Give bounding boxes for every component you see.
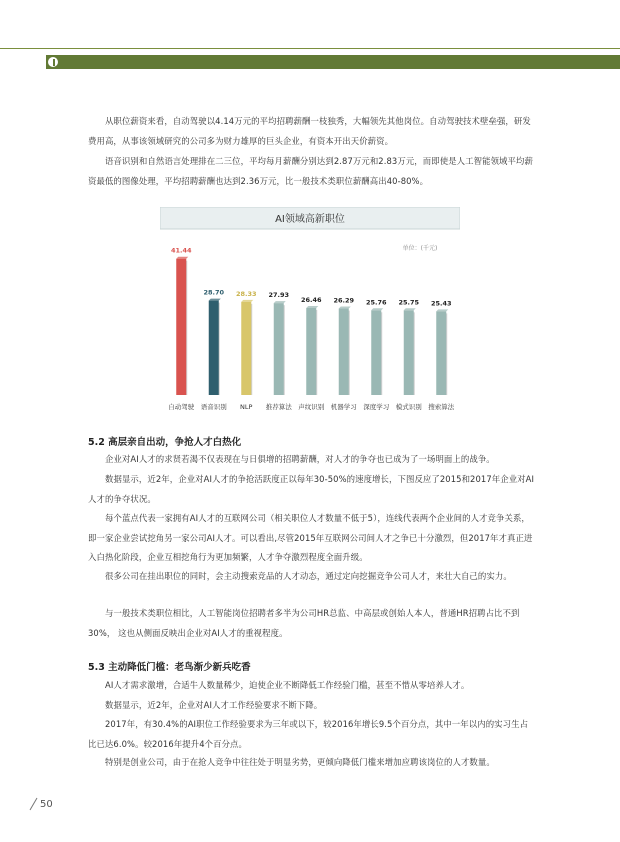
bar-value-label: 26.46 — [300, 295, 322, 304]
bar-value-label: 26.29 — [333, 296, 355, 305]
section-5-3-paragraph: 数据显示，近2年，企业对AI人才工作经验要求不断下降。 — [105, 700, 323, 710]
chart-canvas — [160, 207, 460, 417]
bar-value-label: 25.76 — [365, 298, 387, 307]
section-5-2-heading: 5.2 高层亲自出动，争抢人才白热化 — [88, 437, 242, 448]
bar-top — [339, 307, 351, 309]
paragraph-salary-1: 从职位薪资来看，自动驾驶以4.14万元的平均招聘薪酬一枝独秀，大幅领先其他岗位。自动驾驶技术壁垒强，研发费用高，从事该领域研究的公司多为财力雄厚的巨头企业，有资本开出天价薪资。 — [88, 116, 531, 146]
bar-top — [241, 300, 253, 302]
salary-bar-chart — [160, 207, 460, 417]
bar-value-label: 28.70 — [203, 288, 225, 297]
bar — [371, 310, 381, 395]
section-5-2-paragraph: 很多公司在挂出职位的同时，会主动搜索竞品的人才动态，通过定向挖掘竞争公司人才，来壮大自己的实力。 — [105, 571, 512, 581]
bar — [209, 301, 219, 395]
bar — [274, 303, 284, 395]
bar — [339, 309, 349, 395]
category-label: 搜索算法 — [428, 403, 455, 411]
paragraph-salary-2: 语音识别和自然语言处理排在二三位，平均每月薪酬分别达到2.87万元和2.83万元，而即使是人工智能领域平均薪资最低的图像处理，平均招聘薪酬也达到2.36万元，比一般技术类职位薪酬高出40-80%。 — [88, 156, 533, 186]
header-rule — [0, 48, 620, 49]
bar-value-label: 27.93 — [268, 291, 290, 300]
category-label: 深度学习 — [363, 403, 390, 411]
section-5-2-paragraph: 每个蓝点代表一家拥有AI人才的互联网公司（相关职位人才数量不低于5），连线代表两个企业间的人才竞争关系，即一家企业尝试挖角另一家公司AI人才。可以看出,尽管2015年互联网公司间人才之争已十分激烈，但2017年才真正进入白热化阶段，企业互相挖角行为更加频繁，人才争夺激烈程度全面升级。 — [88, 513, 533, 562]
category-label: NLP — [240, 403, 253, 411]
bar-top — [371, 308, 383, 310]
section-5-3-paragraph: 2017年，有30.4%的AI职位工作经验要求为三年或以下，较2016年增长9.5个百分点，其中一年以内的实习生占比已达6.0%。较2016年提升4个百分点。 — [88, 719, 529, 749]
bar-top — [436, 309, 448, 311]
bar-top — [209, 299, 221, 301]
section-5-3-paragraph: AI人才需求激增，合适牛人数量稀少，迫使企业不断降低工作经验门槛，甚至不惜从零培养人才。 — [105, 680, 470, 690]
section-5-2-paragraph: 企业对AI人才的求贤若渴不仅表现在与日俱增的招聘薪酬，对人才的争夺也已成为了一场明面上的战争。 — [105, 454, 495, 464]
section-5-3-heading: 5.3 主动降低门槛：老鸟渐少新兵吃香 — [88, 662, 251, 673]
bar-top — [176, 257, 188, 259]
info-icon — [46, 55, 60, 69]
page-number: 50 — [40, 799, 53, 810]
bar-value-label: 41.44 — [170, 246, 192, 255]
category-label: 声纹识别 — [298, 403, 325, 411]
bar-value-label: 25.43 — [430, 299, 452, 308]
bar — [241, 302, 251, 395]
bar — [306, 308, 316, 395]
category-label: 语音识别 — [200, 403, 227, 411]
chart-title: AI领域高新职位 — [275, 214, 345, 225]
section-5-2-paragraph: 与一般技术类职位相比，人工智能岗位招聘者多半为公司HR总监、中高层或创始人本人，普通HR招聘占比不到30%， 这也从侧面反映出企业对AI人才的重视程度。 — [88, 608, 520, 638]
category-label: 机器学习 — [330, 403, 357, 411]
bar-top — [306, 306, 318, 308]
bar-value-label: 28.33 — [235, 289, 257, 298]
section-5-3-paragraph: 特别是创业公司，由于在抢人竞争中往往处于明显劣势，更倾向降低门槛来增加应聘该岗位的人才数量。 — [105, 757, 495, 767]
category-label: 自动驾驶 — [168, 403, 195, 411]
bar — [404, 310, 414, 395]
bar — [176, 259, 186, 395]
header-bar — [46, 55, 620, 69]
bar-top — [404, 308, 416, 310]
chart-unit-label: 单位：(千元) — [402, 245, 438, 252]
bar — [436, 311, 446, 395]
category-label: 模式识别 — [395, 403, 422, 411]
section-5-2-paragraph: 数据显示，近2年，企业对AI人才的争抢活跃度正以每年30-50%的速度增长，下图反应了2015和2017年企业对AI人才的争夺状况。 — [88, 474, 535, 504]
bar-value-label: 25.75 — [398, 298, 420, 307]
page-number-slash — [30, 798, 38, 811]
category-label: 推荐算法 — [265, 403, 292, 411]
bar-top — [274, 301, 286, 303]
